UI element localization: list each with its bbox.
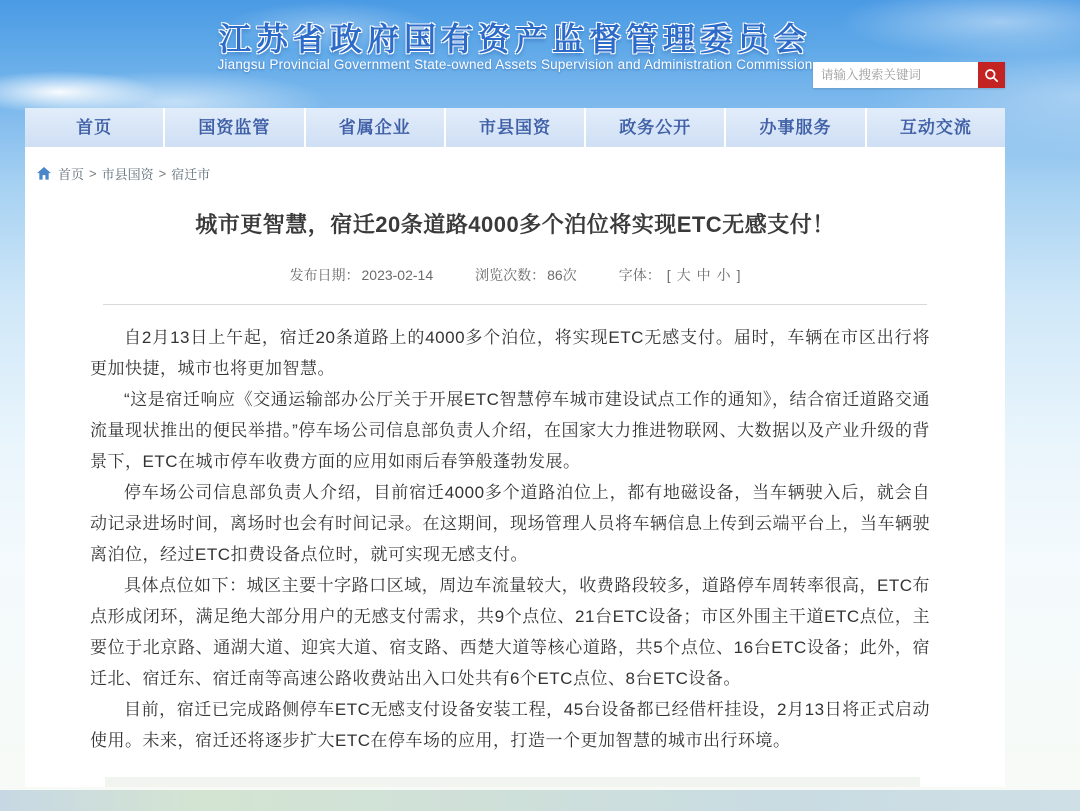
nav-item-interaction[interactable]: 互动交流 [865,108,1005,147]
nav-item-provincial-enterprises[interactable]: 省属企业 [304,108,444,147]
font-size-label: 字体： [618,267,661,283]
site-subtitle-en: Jiangsu Provincial Government State-owned Assets Supervision and Administration Commission [217,57,813,72]
home-icon [37,167,51,180]
search-button[interactable] [978,62,1005,88]
view-count-label: 浏览次数： [475,267,546,283]
article-title: 城市更智慧，宿迁20条道路4000多个泊位将实现ETC无感支付！ [195,212,835,237]
font-size-bracket-close: ] [736,267,741,283]
article [25,210,1005,756]
site-title: 江苏省政府国有资产监督管理委员会 [218,21,811,57]
article-paragraph: 目前，宿迁已完成路侧停车ETC无感支付设备安装工程，45台设备都已经借杆挂设，2月13日将正式启动使用。未来，宿迁还将逐步扩大ETC在停车场的应用，打造一个更加智慧的城市出行环境。 [90,700,930,750]
nav-item-soe-supervision[interactable]: 国资监管 [163,108,303,147]
search-input[interactable] [813,62,978,88]
publish-date-label: 发布日期： [289,267,360,283]
search-icon [984,68,999,83]
breadcrumb-current-suqian: 宿迁市 [171,167,211,182]
breadcrumb-city-county-soe[interactable]: 市县国资 [101,167,154,182]
nav-item-city-county-soe[interactable]: 市县国资 [444,108,584,147]
font-size-medium-button[interactable]: 中 [696,267,711,283]
article-paragraph: 停车场公司信息部负责人介绍，目前宿迁4000多个道路泊位上，都有地磁设备，当车辆驶入后，就会自动记录进场时间，离场时也会有时间记录。在这期间，现场管理人员将车辆信息上传到云端平台上，当车辆驶离泊位，经过ETC扣费设备点位时，就可实现无感支付。 [90,483,930,564]
publish-date-value: 2023-02-14 [361,267,434,283]
article-paragraph: “这是宿迁响应《交通运输部办公厅关于开展ETC智慧停车城市建设试点工作的通知》，结合宿迁道路交通流量现状推出的便民举措。”停车场公司信息部负责人介绍，在国家大力推进物联网、大数据以及产业升级的背景下，ETC在城市停车收费方面的应用如雨后春笋般蓬勃发展。 [90,390,930,471]
breadcrumb-separator: > [158,166,167,181]
article-body [90,322,930,756]
breadcrumb-separator: > [89,166,97,181]
nav-item-services[interactable]: 办事服务 [724,108,864,147]
breadcrumb [37,164,1005,183]
publish-date [290,265,434,285]
main-nav [25,108,1005,147]
font-size-control [619,265,741,285]
font-size-bracket-open: [ [666,267,671,283]
font-size-small-button[interactable]: 小 [716,267,731,283]
breadcrumb-home[interactable]: 首页 [58,167,85,182]
footer-strip [105,777,920,787]
content-wrapper [25,108,1005,787]
site-header [25,0,1005,108]
nav-item-gov-affairs[interactable]: 政务公开 [584,108,724,147]
article-paragraph: 具体点位如下：城区主要十字路口区域，周边车流量较大，收费路段较多，道路停车周转率很高，ETC布点形成闭环，满足绝大部分用户的无感支付需求，共9个点位、21台ETC设备；市区外围主干道ETC点位，主要位于北京路、通湖大道、迎宾大道、宿支路、西楚大道等核心道路，共5个点位、16台ETC设备；此外，宿迁北、宿迁东、宿迁南等高速公路收费站出入口处共有6个ETC点位、8台ETC设备。 [90,576,930,688]
meta-divider [103,304,927,305]
view-count [475,265,577,285]
search-bar [813,62,1005,88]
nav-item-home[interactable]: 首页 [76,118,113,137]
article-meta [25,265,1005,285]
font-size-large-button[interactable]: 大 [676,267,691,283]
view-count-value: 86次 [547,267,577,283]
article-paragraph: 自2月13日上午起，宿迁20条道路上的4000多个泊位，将实现ETC无感支付。届时，车辆在市区出行将更加快捷，城市也将更加智慧。 [90,328,930,378]
